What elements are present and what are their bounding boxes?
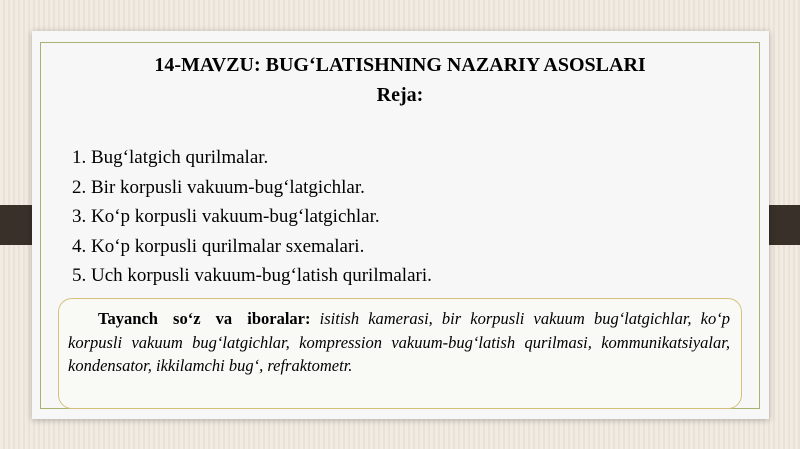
- keywords-label: Tayanch so‘z va iboralar:: [98, 309, 311, 328]
- keywords-text: [68, 307, 730, 378]
- keywords-body: isitish kamerasi, bir korpusli vakuum bug‘latgichlar, ko‘p korpusli vakuum bug‘latgichlar, kompression vakuum-bug‘latish qurilmasi, kommunikatsiyalar, kondensator, ikkilamchi bug‘, refraktometr.: [68, 309, 730, 375]
- plan-list: [72, 143, 432, 291]
- plan-item: 3. Ko‘p korpusli vakuum-bug‘latgichlar.: [72, 206, 380, 228]
- plan-item: 4. Ko‘p korpusli qurilmalar sxemalari.: [72, 235, 365, 257]
- plan-item: 2. Bir korpusli vakuum-bug‘latgichlar.: [72, 176, 365, 198]
- slide-subtitle: Reja:: [376, 84, 424, 106]
- plan-item: 1. Bug‘latgich qurilmalar.: [72, 147, 269, 168]
- plan-item: 5. Uch korpusli vakuum-bug‘latish qurilmalari.: [72, 265, 432, 287]
- slide-title: 14-MAVZU: BUG‘LATISHNING NAZARIY ASOSLARI: [154, 54, 646, 76]
